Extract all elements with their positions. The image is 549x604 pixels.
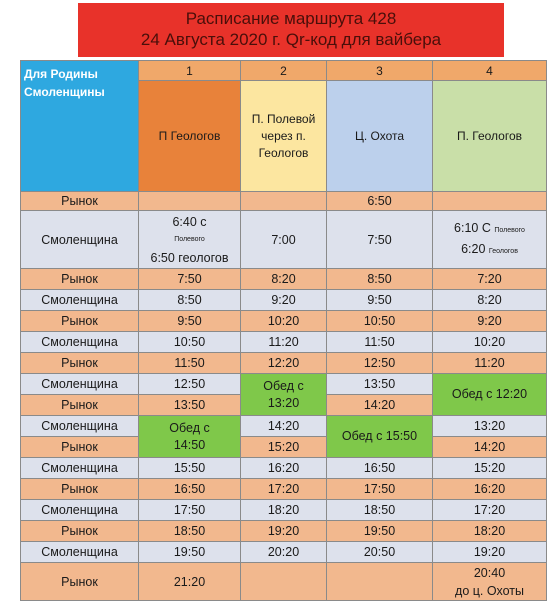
table-row [21,353,547,374]
time-cell: 9:20 [433,311,547,332]
time-cell [139,192,241,211]
stop-name: Смоленщина [21,500,139,521]
route-number-1: 1 [139,61,241,81]
stop-name: Рынок [21,269,139,290]
title-line-1: Расписание маршрута 428 [185,9,397,28]
time-cell: 21:20 [139,563,241,601]
table-row [21,521,547,542]
table-row [21,542,547,563]
time-cell: 11:20 [433,353,547,374]
time-cell: 17:50 [327,479,433,500]
time-cell: 19:50 [139,542,241,563]
table-row [21,311,547,332]
lunch-cell [139,416,241,458]
route-number-2: 2 [241,61,327,81]
time-cell [241,563,327,601]
time-cell: 6:50 [327,192,433,211]
table-row [21,458,547,479]
lunch-time: 14:50 [173,437,206,452]
table-row [21,416,547,437]
time-text: 20:40 [473,565,506,580]
table-row [21,269,547,290]
table-row [21,374,547,395]
stop-name: Смоленщина [21,290,139,311]
time-cell: 17:20 [241,479,327,500]
time-cell: 12:20 [241,353,327,374]
time-cell: 11:50 [139,353,241,374]
time-cell: 15:50 [139,458,241,479]
time-note: до ц. Охоты [455,583,524,598]
stop-name: Рынок [21,563,139,601]
time-cell: 18:20 [433,521,547,542]
time-cell: 16:20 [241,458,327,479]
time-note: Полевого [174,235,205,243]
time-cell: 9:50 [139,311,241,332]
time-cell: 13:50 [139,395,241,416]
lunch-cell [241,374,327,416]
time-cell [433,192,547,211]
time-cell: 17:50 [139,500,241,521]
time-cell: 7:20 [433,269,547,290]
time-text: 6:20 [461,241,486,256]
table-row [21,563,547,601]
time-cell: 15:20 [433,458,547,479]
route-number-4: 4 [433,61,547,81]
stop-name: Рынок [21,395,139,416]
table-row [21,437,547,458]
time-cell [139,211,241,269]
stop-name: Смоленщина [21,332,139,353]
table-row [21,192,547,211]
time-cell: 11:20 [241,332,327,353]
lunch-cell: Обед с 12:20 [433,374,547,416]
route-name-1: П Геологов [139,81,241,192]
stop-name: Смоленщина [21,542,139,563]
time-cell: 18:20 [241,500,327,521]
time-cell: 10:20 [241,311,327,332]
time-cell [327,563,433,601]
time-cell: 16:50 [139,479,241,500]
time-cell: 19:20 [433,542,547,563]
time-cell: 13:20 [433,416,547,437]
time-cell: 8:50 [139,290,241,311]
time-cell: 17:20 [433,500,547,521]
time-cell: 8:20 [241,269,327,290]
time-cell: 19:50 [327,521,433,542]
time-cell: 8:20 [433,290,547,311]
time-cell: 14:20 [327,395,433,416]
time-note: Полевого [494,226,525,234]
schedule-table [20,60,547,601]
lunch-time: 13:20 [267,395,300,410]
lunch-cell: Обед с 15:50 [327,416,433,458]
time-text: 6:50 геологов [150,250,229,265]
route-number-3: 3 [327,61,433,81]
time-text: 6:10 С [454,220,491,235]
time-cell: 9:20 [241,290,327,311]
table-row [21,500,547,521]
stop-name: Смоленщина [21,416,139,437]
time-cell: 20:50 [327,542,433,563]
table-row [21,211,547,269]
stop-name: Рынок [21,521,139,542]
stop-name: Рынок [21,311,139,332]
time-cell: 7:00 [241,211,327,269]
time-cell: 13:50 [327,374,433,395]
time-cell: 18:50 [327,500,433,521]
table-row [21,290,547,311]
schedule-title [78,3,504,57]
time-cell: 16:50 [327,458,433,479]
stop-name: Рынок [21,192,139,211]
table-row [21,479,547,500]
stop-name: Смоленщина [21,211,139,269]
time-text: 6:40 с [172,214,207,229]
time-cell: 15:20 [241,437,327,458]
time-cell: 19:20 [241,521,327,542]
time-note: Геологов [488,247,518,255]
time-cell: 14:20 [433,437,547,458]
time-cell: 8:50 [327,269,433,290]
stop-name: Рынок [21,437,139,458]
lunch-label: Обед с [263,378,304,393]
time-cell [433,211,547,269]
stop-name: Рынок [21,479,139,500]
time-cell: 10:50 [139,332,241,353]
time-cell: 10:20 [433,332,547,353]
stop-name: Смоленщина [21,374,139,395]
time-cell [241,192,327,211]
route-name-2: П. Полевой через п. Геологов [241,81,327,192]
time-cell: 20:20 [241,542,327,563]
time-cell: 18:50 [139,521,241,542]
header-corner: Для Родины Смоленщины [21,61,139,192]
route-name-3: Ц. Охота [327,81,433,192]
time-cell: 11:50 [327,332,433,353]
time-cell: 9:50 [327,290,433,311]
stop-name: Смоленщина [21,458,139,479]
time-cell: 12:50 [139,374,241,395]
stop-name: Рынок [21,353,139,374]
title-line-2: 24 Августа 2020 г. Qr-код для вайбера [140,30,442,49]
time-cell: 14:20 [241,416,327,437]
time-cell: 12:50 [327,353,433,374]
time-cell: 16:20 [433,479,547,500]
time-cell: 7:50 [327,211,433,269]
lunch-label: Обед с [169,420,210,435]
time-cell [433,563,547,601]
time-cell: 10:50 [327,311,433,332]
time-cell: 7:50 [139,269,241,290]
table-row [21,332,547,353]
route-name-4: П. Геологов [433,81,547,192]
